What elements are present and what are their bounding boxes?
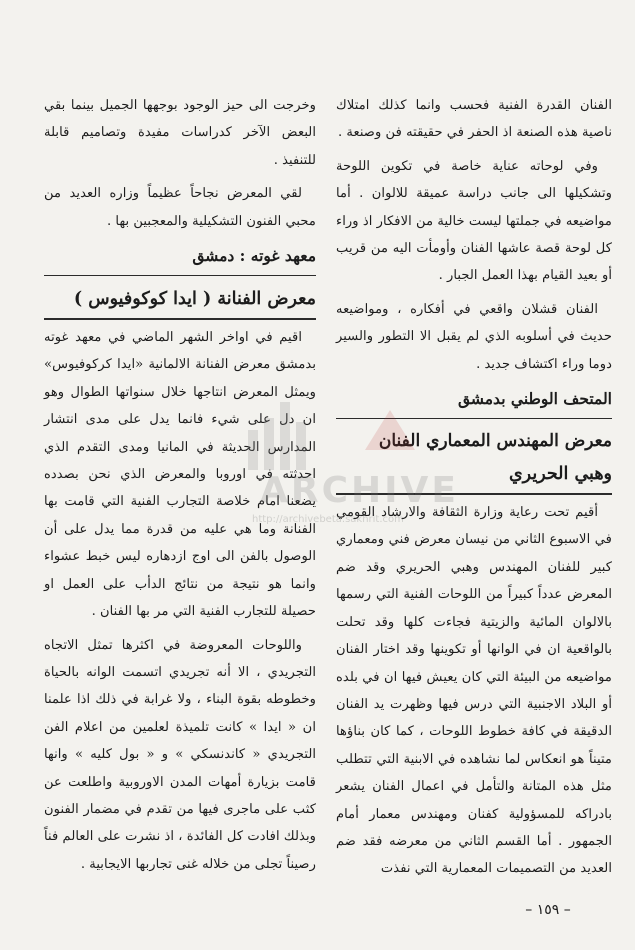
left-column: [44, 92, 316, 884]
paragraph: أقيم تحت رعاية وزارة الثقافة والارشاد القومي في الاسبوع الثاني من نيسان معرض فني ومعماري كبير للفنان المهندس وهبي الحريري وقد ضم المعرض عدداً كبيراً من اللوحات الفنية التي رسمها بالالوان المائية والزيتية فجاءت كلها وقد تحلت بالواقعية ان في الوانها أو تكوينها وقد اختار الفنان مواضيعه من البيئة التي كان يعيش فيها ان في بلده أو البلاد الاجنبية التي درس فيها وظهرت يد الفنان الدقيقة في كافة خطوط اللوحات ، كما كان بناؤها متيناً هو انعكاس لما نشاهده في الابنية التي تتطلب مثل هذه المتانة والتأمل في اعمال الفنان يشعر بادراكه للمسؤولية كفنان ومهندس معمار أمام الجمهور . أما القسم الثاني من معرضه فقد ضم العديد من التصميمات المعمارية التي نفذت: [336, 505, 612, 877]
paragraph: وفي لوحاته عناية خاصة في تكوين اللوحة وتشكيلها الى جانب دراسة عميقة للالوان . أما مواضيعه في جملتها ليست خالية من الافكار اذ وراء كل لوحة قصة عاشها الفنان وأومأت اليه من قريب أو بعيد القيام بهذا العمل الجبار .: [336, 158, 612, 284]
paragraph: وخرجت الى حيز الوجود بوجهها الجميل بينما بقي البعض الآخر كدراسات مفيدة وتصاميم قابلة للتنفيذ .: [44, 98, 316, 168]
right-column: [336, 92, 612, 889]
watermark-url: http://archivebeta.sakhrit.com: [252, 514, 404, 525]
divider: [336, 418, 612, 419]
paragraph: اقيم في اواخر الشهر الماضي في معهد غوته بدمشق معرض الفنانة الالمانية «ايدا كركوفيوس» ويمثل المعرض انتاجها خلال سنواتها الطوال وهو ان دل على شيء فانما يدل على مدى انتشار المدارس الحديثة في المانيا ومدى التقدم الذي احدثته في اوروبا والمعرض الذي نحن بصدده يضعنا امام خلاصة التجارب الفنية التي قامت بها الفنانة وما هي عليه من قدرة مما يدل على أن الوصول بالفن الى اوج ازدهاره ليس خبط عشواء وانما هو نتيجة من نتائج الدأب على العمل او حصيلة للتجارب الفنية التي مر بها الفنان .: [44, 330, 316, 620]
section-heading-goethe: معهد غوته : دمشق: [192, 246, 316, 266]
article-title-line1: معرض المهندس المعماري الفنان: [378, 431, 612, 452]
paragraph: واللوحات المعروضة في اكثرها تمثل الاتجاه التجريدي ، الا أنه تجريدي اتسمت الوانه بالحياة وخطوطه بقوة البناء ، ولا غرابة في ذلك اذا علمنا ان « ايدا » كانت تلميذة لعلمين من اعلام الفن التجريدي « كاندنسكي » و « بول كليه » وانها قامت بزيارة أمهات المدن الاوروبية واطلعت عن كثب على ماجرى فيها من تقدم في مضمار الفنون وبذلك افادت كل الفائدة ، اذ نشرت على العالم فناً رصيناً تجلى من خلاله غنى تجاربها الايجابية .: [44, 637, 316, 872]
page-number: – ١٥٩ –: [525, 902, 571, 918]
divider: [44, 275, 316, 276]
watermark-text: ARCHIVE: [260, 470, 459, 511]
paragraph: لقي المعرض نجاحاً عظيماً وزاره العديد من محبي الفنون التشكيلية والمعجبين بها .: [44, 186, 316, 229]
article-title-line2: وهبي الحريري: [336, 459, 612, 495]
section-heading-museum: المتحف الوطني بدمشق: [458, 389, 612, 409]
paragraph: الفنان قشلان واقعي في أفكاره ، ومواضيعه حديث في أسلوبه الذي لم يقبل الا التطور والسير دوما وراء اكتشاف جديد .: [336, 301, 612, 372]
article-title-exhibit: معرض الفنانة ( ايدا كوكوفيوس ): [44, 284, 316, 320]
paragraph: الفنان القدرة الفنية فحسب وانما كذلك امتلاك ناصية هذه الصنعة اذ الحفر في حقيقته فن وصنعة .: [336, 98, 612, 141]
